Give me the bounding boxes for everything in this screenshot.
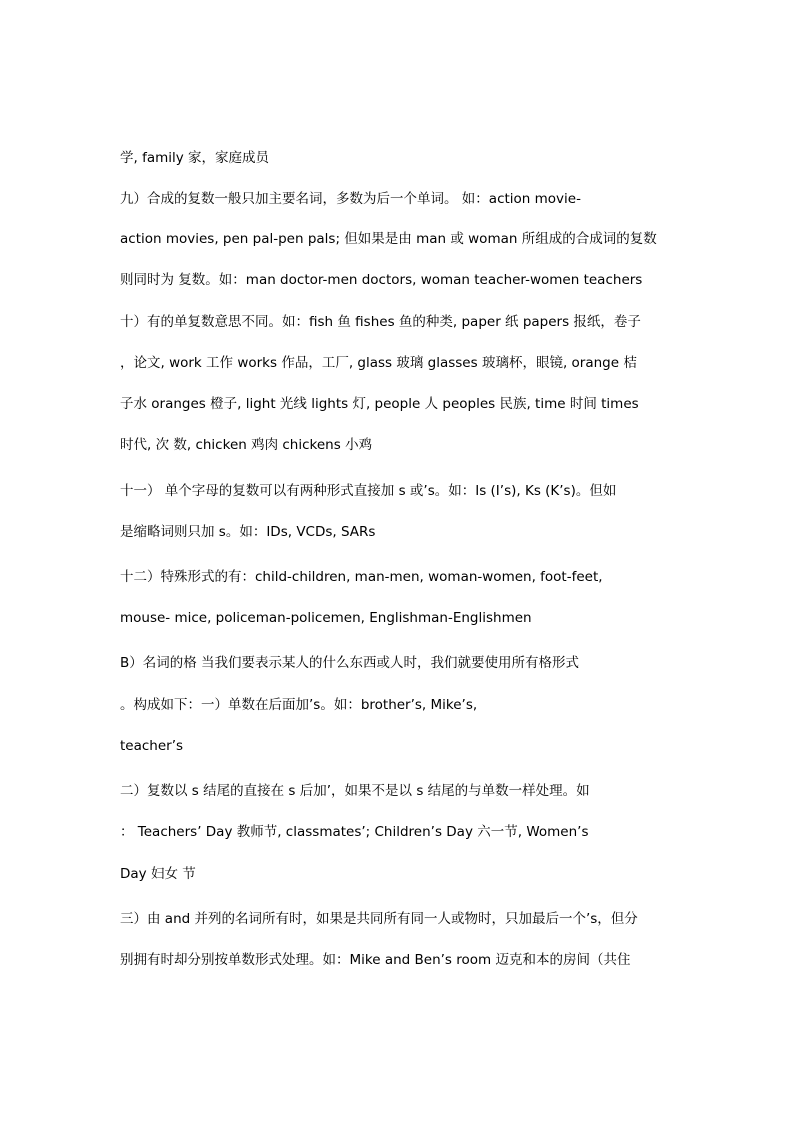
text-line: 九）合成的复数一般只加主要名词，多数为后一个单词。 如：action movie-: [120, 191, 581, 207]
text-line: 二）复数以 s 结尾的直接在 s 后加’，如果不是以 s 结尾的与单数一样处理。如: [120, 783, 590, 799]
text-line: mouse- mice, policeman-policemen, Englishman-Englishmen: [120, 610, 532, 626]
text-line: 学, family 家，家庭成员: [120, 150, 270, 166]
text-line: 别拥有时却分别按单数形式处理。如：Mike and Ben’s room 迈克和本的房间（共住: [120, 952, 631, 968]
text-line: 。构成如下：一）单数在后面加’s。如：brother’s, Mike’s,: [120, 697, 478, 713]
text-line: ，论文, work 工作 works 作品，工厂, glass 玻璃 glasses 玻璃杯，眼镜, orange 桔: [120, 355, 637, 371]
text-line: B）名词的格 当我们要表示某人的什么东西或人时，我们就要使用所有格形式: [120, 655, 580, 671]
text-line: 时代, 次 数, chicken 鸡肉 chickens 小鸡: [120, 437, 373, 453]
text-line: ： Teachers’ Day 教师节, classmates’; Children’s Day 六一节, Women’s: [120, 824, 589, 840]
text-line: 是缩略词则只加 s。如：IDs, VCDs, SARs: [120, 524, 376, 540]
text-line: 十二）特殊形式的有：child-children, man-men, woman-women, foot-feet,: [120, 569, 603, 585]
text-line: 十）有的单复数意思不同。如：fish 鱼 fishes 鱼的种类, paper 纸 papers 报纸，卷子: [120, 314, 641, 330]
text-line: 则同时为 复数。如：man doctor-men doctors, woman teacher-women teachers: [120, 272, 643, 288]
text-line: action movies, pen pal-pen pals; 但如果是由 man 或 woman 所组成的合成词的复数: [120, 231, 657, 247]
text-line: 十一） 单个字母的复数可以有两种形式直接加 s 或’s。如：Is (I’s), Ks (K’s)。但如: [120, 483, 617, 499]
text-line: teacher’s: [120, 738, 184, 754]
text-line: 三）由 and 并列的名词所有时，如果是共同所有同一人或物时，只加最后一个’s，但分: [120, 911, 638, 927]
text-line: 子水 oranges 橙子, light 光线 lights 灯, people 人 peoples 民族, time 时间 times: [120, 396, 639, 412]
text-line: Day 妇女 节: [120, 866, 196, 882]
